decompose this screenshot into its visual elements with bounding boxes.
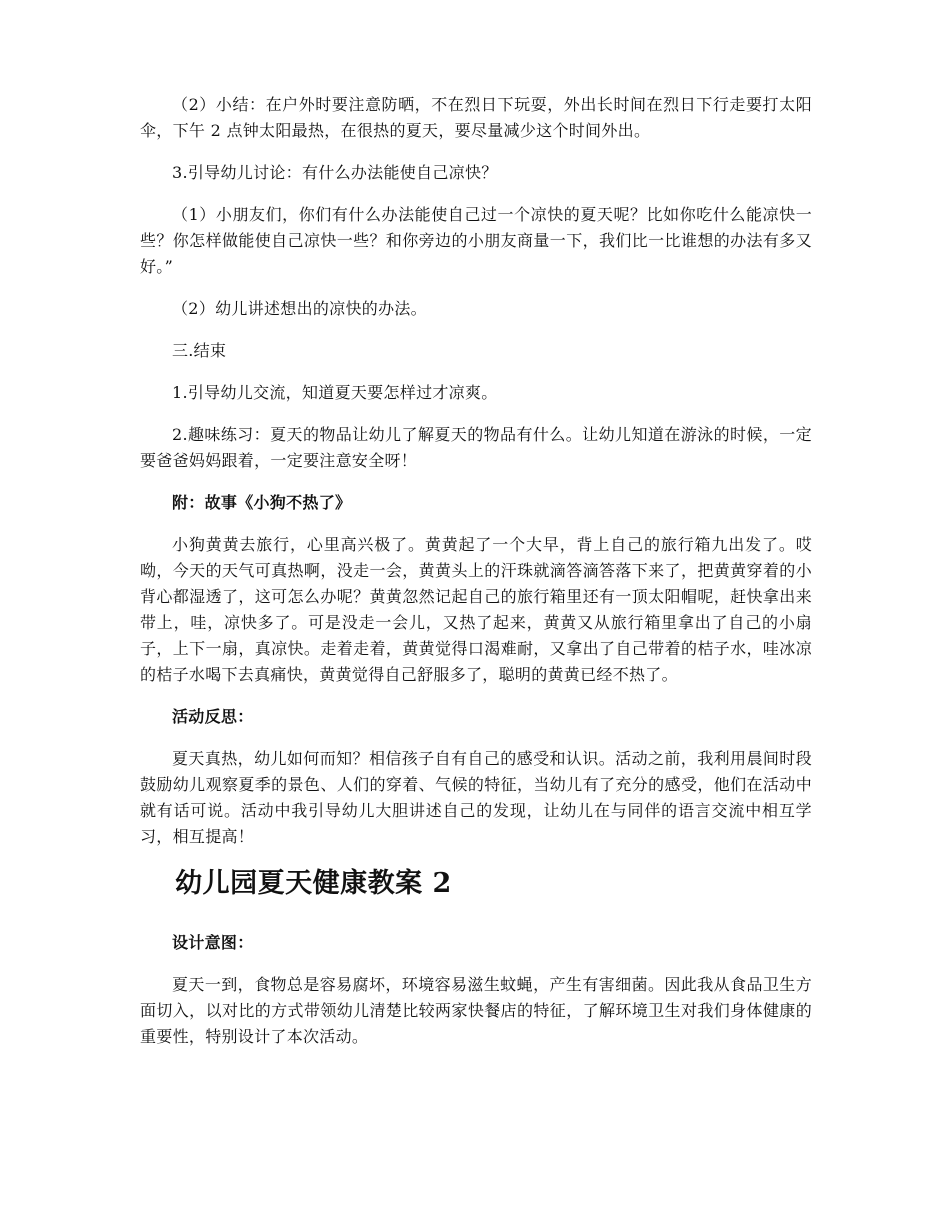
paragraph-children-describe: （2）幼儿讲述想出的凉快的办法。 (172, 299, 427, 318)
story-body: 小狗黄黄去旅行，心里高兴极了。黄黄起了一个大早，背上自己的旅行箱九出发了。哎呦，今天的天气可真热啊，没走一会，黄黄头上的汗珠就滴答滴答落下来了，把黄黄穿着的小背心都湿透了，这可怎么办呢？黄黄忽然记起自己的旅行箱里还有一顶太阳帽呢，赶快拿出来带上，哇，凉快多了。可是没走一会儿，又热了起来，黄黄又从旅行箱里拿出了自己的小扇子，上下一扇，真凉快。走着走着，黄黄觉得口渴难耐，又拿出了自己带着的桔子水，哇冰凉的桔子水喝下去真痛快，黄黄觉得自己舒服多了，聪明的黄黄已经不热了。 (140, 535, 812, 684)
paragraph-discussion-step: 3.引导幼儿讨论：有什么办法能使自己凉快？ (172, 163, 498, 182)
design-intent-body: 夏天一到，食物总是容易腐坏，环境容易滋生蚊蝇，产生有害细菌。因此我从食品卫生方面切入，以对比的方式带领幼儿清楚比较两家快餐店的特征，了解环境卫生对我们身体健康的重要性，特别设计了本次活动。 (140, 975, 812, 1046)
paragraph-ending-step-2: 2.趣味练习：夏天的物品让幼儿了解夏天的物品有什么。让幼儿知道在游泳的时候，一定要爸爸妈妈跟着，一定要注意安全呀！ (140, 425, 812, 470)
reflection-title: 活动反思： (172, 707, 254, 726)
reflection-body: 夏天真热，幼儿如何而知？相信孩子自有自己的感受和认识。活动之前，我利用晨间时段鼓励幼儿观察夏季的景色、人们的穿着、气候的特征，当幼儿有了充分的感受，他们在活动中就有话可说。活动中我引导幼儿大胆讲述自己的发现，让幼儿在与同伴的语言交流中相互学习，相互提高！ (140, 749, 812, 846)
story-title: 附：故事《小狗不热了》 (172, 493, 352, 512)
paragraph-discussion-question: （1）小朋友们，你们有什么办法能使自己过一个凉快的夏天呢？比如你吃什么能凉快一些？你怎样做能使自己凉快一些？和你旁边的小朋友商量一下，我们比一比谁想的办法有多又好。” (140, 205, 812, 276)
paragraph-summary-sun: （2）小结：在户外时要注意防晒，不在烈日下玩耍，外出长时间在烈日下行走要打太阳伞，下午 2 点钟太阳最热，在很热的夏天，要尽量减少这个时间外出。 (140, 95, 812, 140)
section-heading: 幼儿园夏天健康教案 2 (175, 868, 452, 899)
section-ending-label: 三.结束 (172, 341, 227, 360)
paragraph-ending-step-1: 1.引导幼儿交流，知道夏天要怎样过才凉爽。 (172, 383, 498, 402)
design-intent-title: 设计意图： (172, 933, 254, 952)
document-page (140, 92, 812, 1066)
